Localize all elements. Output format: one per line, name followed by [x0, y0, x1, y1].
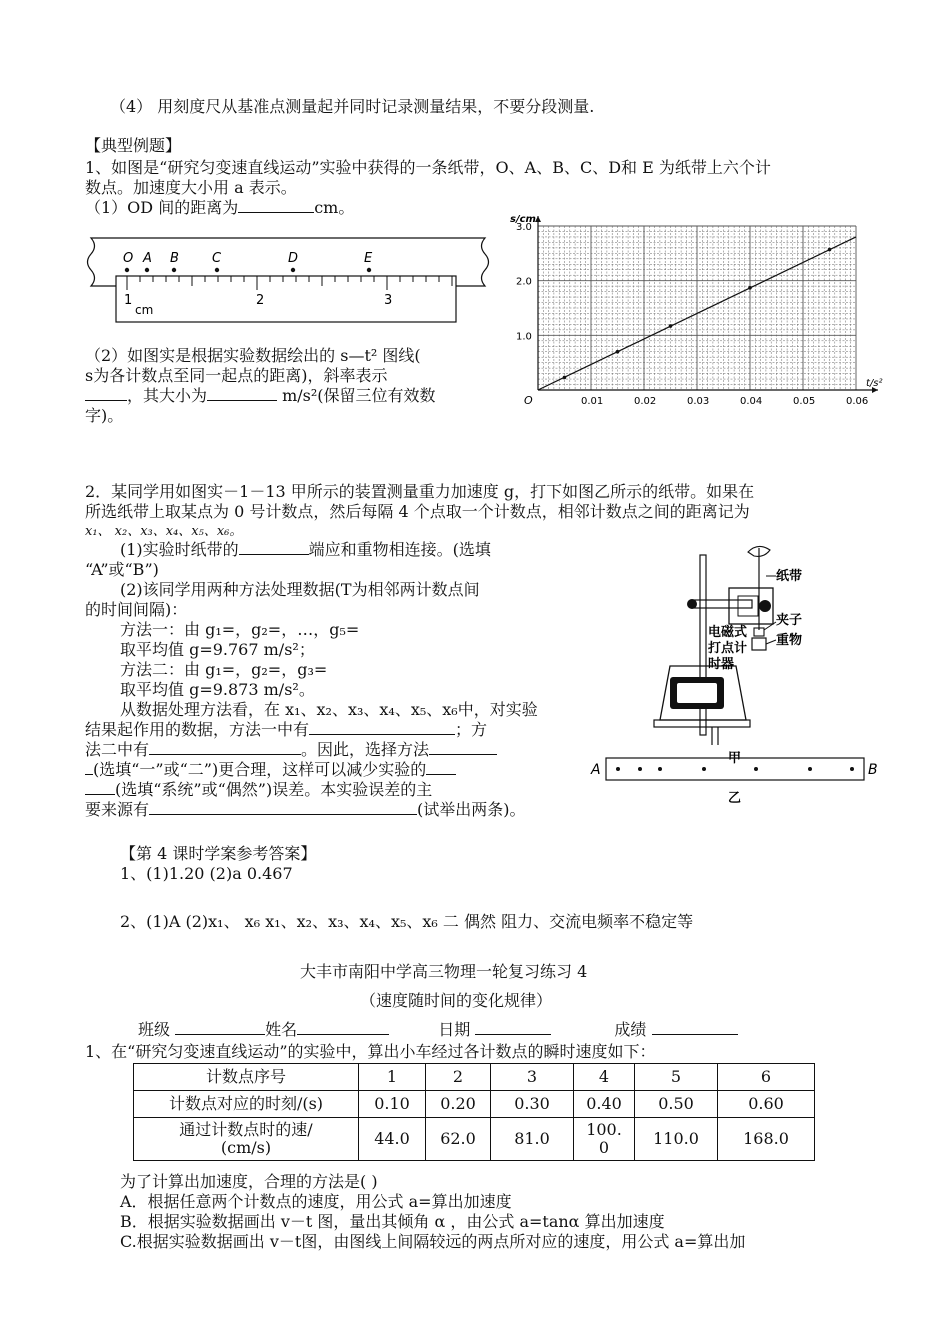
ruler-tick-1: 1 — [124, 293, 133, 308]
cell-time-4: 0.40 — [574, 1091, 635, 1118]
blank-method1-data[interactable] — [309, 720, 455, 735]
chart-grid — [538, 226, 856, 390]
cell-index-1: 1 — [359, 1064, 426, 1091]
q2-fill-line5 — [85, 780, 432, 800]
option-c[interactable]: C.根据实验数据画出 v－t图，由图线上间隔较远的两点所对应的速度，用公式 a=算出加 — [120, 1232, 746, 1251]
cell-speed-4 — [574, 1118, 635, 1161]
y-tick-label: 1.0 — [516, 331, 532, 343]
ruler-body — [116, 276, 456, 322]
cell-index-2: 2 — [426, 1064, 491, 1091]
info-line — [138, 1020, 738, 1040]
s-t2-chart — [508, 208, 892, 408]
exercise-subtitle: （速度随时间的变化规律） — [360, 991, 553, 1010]
cell-speed-4b: 0 — [598, 1138, 610, 1157]
timer-terminal — [759, 600, 771, 612]
q2-sub1-text2: 端应和重物相连接。(选填 — [308, 540, 491, 559]
blank-error-sources[interactable] — [149, 800, 417, 815]
blank-slope-meaning[interactable] — [85, 386, 127, 401]
x-tick-label: 0.03 — [687, 396, 710, 407]
x-tick-label: 0.04 — [740, 396, 763, 407]
clamp-arm — [692, 600, 752, 608]
q1-part2-line3 — [85, 386, 436, 406]
q2-fill-line4 — [85, 760, 456, 780]
cell-time-5: 0.50 — [635, 1091, 718, 1118]
q2-line3: x₁、 x₂、x₃、x₄、x₅、x₆。 — [85, 524, 243, 539]
q1-part1 — [85, 198, 354, 218]
q2-fill-text6b: (试举出两条)。 — [417, 800, 526, 819]
q2-fill-text3: 法二中有 — [85, 740, 150, 759]
leader-clip — [764, 622, 776, 630]
point-label-b: B — [170, 251, 179, 266]
answer-2: 2、(1)A (2)x₁、 x₆ x₁、x₂、x₃、x₄、x₅、x₆ 二 偶然 阻力、交流电频率不稳定等 — [120, 912, 694, 931]
class-field[interactable] — [175, 1020, 265, 1035]
cell-index-3: 3 — [491, 1064, 574, 1091]
label-timer-1: 电磁式 — [708, 625, 748, 640]
timer-coil — [738, 596, 758, 616]
tape-dot — [125, 268, 129, 272]
score-label: 成绩 — [614, 1020, 647, 1039]
cell-speed-4a: 100. — [586, 1120, 622, 1139]
tape-yi-dot — [638, 767, 642, 771]
ruler-tick-3: 3 — [384, 293, 393, 308]
row-header-speed-1: 通过计数点时的速/ — [179, 1120, 313, 1139]
q1-part2-line1: （2）如图实是根据实验数据绘出的 s—t² 图线( — [85, 346, 421, 365]
blank-method-choice-b[interactable] — [85, 760, 93, 775]
q1-part1-unit: cm。 — [314, 198, 355, 217]
tape-dot — [291, 268, 295, 272]
q1-part1-text: （1）OD 间的距离为 — [85, 198, 239, 217]
end-b: B — [868, 762, 878, 778]
blank-error-type-b[interactable] — [85, 780, 115, 795]
class-label: 班级 — [138, 1020, 171, 1039]
blank-method-choice-a[interactable] — [429, 740, 497, 755]
cell-index-5: 5 — [635, 1064, 718, 1091]
answer-1: 1、(1)1.20 (2)a 0.467 — [120, 864, 293, 883]
table-row — [134, 1118, 815, 1161]
q2-fill-text2b: ；方 — [455, 720, 488, 739]
q2-fill-text6: 要来源有 — [85, 800, 150, 819]
option-a[interactable]: A．根据任意两个计数点的速度，用公式 a=算出加速度 — [120, 1192, 512, 1211]
point-label-c: C — [212, 251, 222, 266]
cell-speed-3: 81.0 — [491, 1118, 574, 1161]
blank-method2-data[interactable] — [149, 740, 301, 755]
q1-part2-text3: ，其大小为 — [127, 386, 208, 405]
point-label-o: O — [123, 251, 134, 266]
label-jia: 甲 — [728, 751, 742, 766]
q2-fill-text4: (选填“一”或“二”)更合理，这样可以减少实验的 — [93, 760, 427, 779]
q2-fill-text5: (选填“系统”或“偶然”)误差。本实验误差的主 — [115, 780, 433, 799]
y-tick-label: 3.0 — [516, 222, 532, 233]
blank-od[interactable] — [238, 198, 314, 213]
tape-dot — [145, 268, 149, 272]
point-label-e: E — [364, 251, 373, 266]
q2-fill-line3 — [85, 740, 497, 760]
tape-dot — [367, 268, 371, 272]
method1-avg: 取平均值 g=9.767 m/s²； — [120, 640, 315, 659]
tape-dot — [172, 268, 176, 272]
tape-ruler-diagram — [83, 232, 503, 326]
x-tick-label: 0.01 — [581, 396, 604, 407]
exercise-title: 大丰市南阳中学高三物理一轮复习练习 4 — [300, 962, 588, 981]
q1-part2-unit: m/s²(保留三位有效数 — [277, 386, 436, 405]
q2-fill-text2: 结果起作用的数据，方法一中有 — [85, 720, 310, 739]
data-point — [669, 324, 673, 328]
q2-fill-text3b: 。因此，选择方法 — [301, 740, 430, 759]
label-clip: 夹子 — [776, 613, 803, 628]
q1-line1: 1、如图是“研究匀变速直线运动”实验中获得的一条纸带，O、A、B、C、D和 E 为纸带上六个计 — [85, 158, 771, 177]
method1: 方法一：由 g₁=，g₂=，…，g₅= — [120, 620, 360, 639]
q2-fill-line1: 从数据处理方法看，在 x₁、x₂、x₃、x₄、x₅、x₆中，对实验 — [120, 700, 538, 719]
clamp-knob — [687, 599, 697, 609]
y-axis-label: s/cm — [510, 214, 536, 225]
cell-index-4: 4 — [574, 1064, 635, 1091]
label-weight: 重物 — [776, 633, 803, 648]
score-field[interactable] — [652, 1020, 738, 1035]
tape-yi-dots — [616, 767, 854, 771]
date-field[interactable] — [475, 1020, 551, 1035]
cell-speed-5: 110.0 — [635, 1118, 718, 1161]
q1-part2-line4: 字)。 — [85, 406, 124, 425]
end-a: A — [591, 762, 601, 778]
cell-time-3: 0.30 — [491, 1091, 574, 1118]
answers-title: 【第 4 课时学案参考答案】 — [120, 844, 317, 863]
label-tape: 纸带 — [776, 569, 803, 584]
tape-yi-dot — [850, 767, 854, 771]
leader-weight — [766, 640, 776, 644]
tape-yi-dot — [702, 767, 706, 771]
data-point — [563, 376, 567, 380]
name-field[interactable] — [297, 1020, 389, 1035]
table-row — [134, 1064, 815, 1091]
y-tick-label: 2.0 — [516, 276, 532, 288]
row-header-speed — [134, 1118, 359, 1161]
point-label-d: D — [288, 251, 299, 266]
label-timer-3: 时器 — [708, 657, 735, 672]
exercise-q1: 1、在“研究匀变速直线运动”的实验中，算出小车经过各计数点的瞬时速度如下： — [85, 1042, 656, 1061]
cell-speed-1: 44.0 — [359, 1118, 426, 1161]
velocity-table — [133, 1063, 815, 1161]
cell-time-1: 0.10 — [359, 1091, 426, 1118]
q2-fill-line6 — [85, 800, 526, 820]
method2-avg: 取平均值 g=9.873 m/s²。 — [120, 680, 315, 699]
exercise-ask: 为了计算出加速度，合理的方法是( ) — [120, 1172, 378, 1191]
tape-yi-dot — [808, 767, 812, 771]
option-b[interactable]: B．根据实验数据画出 v－t 图，量出其倾角 α ，由公式 a=tanα 算出加速度 — [120, 1212, 665, 1231]
x-axis-label: t/s² — [866, 378, 883, 389]
section-heading: 【典型例题】 — [85, 136, 182, 155]
weight — [752, 638, 766, 650]
data-point — [828, 248, 832, 252]
table-row — [134, 1091, 815, 1118]
blank-tape-end[interactable] — [239, 540, 309, 555]
cell-speed-2: 62.0 — [426, 1118, 491, 1161]
tape-dots — [125, 268, 371, 272]
q2-sub1-text: (1)实验时纸带的 — [120, 540, 239, 559]
tape-dot — [215, 268, 219, 272]
cell-time-6: 0.60 — [718, 1091, 815, 1118]
ruler-tick-2: 2 — [256, 293, 265, 308]
name-label: 姓名 — [265, 1020, 298, 1039]
tape-yi-dot — [754, 767, 758, 771]
origin-label: O — [524, 394, 533, 407]
x-tick-label: 0.05 — [793, 396, 816, 407]
note-4: （4） 用刻度尺从基准点测量起并同时记录测量结果，不要分段测量. — [110, 97, 595, 116]
q2-sub1-choice: “A”或“B”) — [85, 560, 159, 579]
base-plate-inner — [677, 683, 717, 703]
q2-sub2-line1: (2)该同学用两种方法处理数据(T为相邻两计数点间 — [120, 580, 480, 599]
blank-slope-value[interactable] — [207, 386, 277, 401]
q2-sub2-line2: 的时间间隔)： — [85, 600, 188, 619]
row-header-time: 计数点对应的时刻/(s) — [134, 1091, 359, 1118]
apparatus-diagram — [588, 540, 878, 808]
tape-yi-dot — [658, 767, 662, 771]
label-timer-2: 打点计 — [708, 641, 748, 656]
row-header-speed-2: (cm/s) — [220, 1138, 272, 1157]
q2-line1: 2．某同学用如图实－1－13 甲所示的装置测量重力加速度 g，打下如图乙所示的纸带。如果在 — [85, 482, 755, 501]
date-label: 日期 — [438, 1020, 471, 1039]
table-edge — [654, 720, 750, 727]
ruler-unit: cm — [135, 303, 154, 317]
blank-error-type-a[interactable] — [426, 760, 456, 775]
row-header-index: 计数点序号 — [134, 1064, 359, 1091]
method2: 方法二：由 g₁=，g₂=，g₃= — [120, 660, 328, 679]
cell-index-6: 6 — [718, 1064, 815, 1091]
q1-part2-line2: s为各计数点至同一起点的距离)，斜率表示 — [85, 366, 388, 385]
q2-fill-line2 — [85, 720, 487, 740]
q2-sub1 — [120, 540, 491, 560]
x-tick-label: 0.02 — [634, 396, 657, 407]
q2-line2: 所选纸带上取某点为 0 号计数点，然后每隔 4 个点取一个计数点，相邻计数点之间的距离记为 — [85, 502, 750, 521]
q1-line2: 数点。加速度大小用 a 表示。 — [85, 178, 297, 197]
data-point — [616, 350, 620, 354]
data-point — [748, 286, 752, 290]
cell-time-2: 0.20 — [426, 1091, 491, 1118]
x-tick-label: 0.06 — [846, 396, 869, 407]
tape-yi-dot — [616, 767, 620, 771]
label-yi: 乙 — [728, 791, 742, 806]
point-label-a: A — [143, 251, 152, 266]
cell-speed-6: 168.0 — [718, 1118, 815, 1161]
